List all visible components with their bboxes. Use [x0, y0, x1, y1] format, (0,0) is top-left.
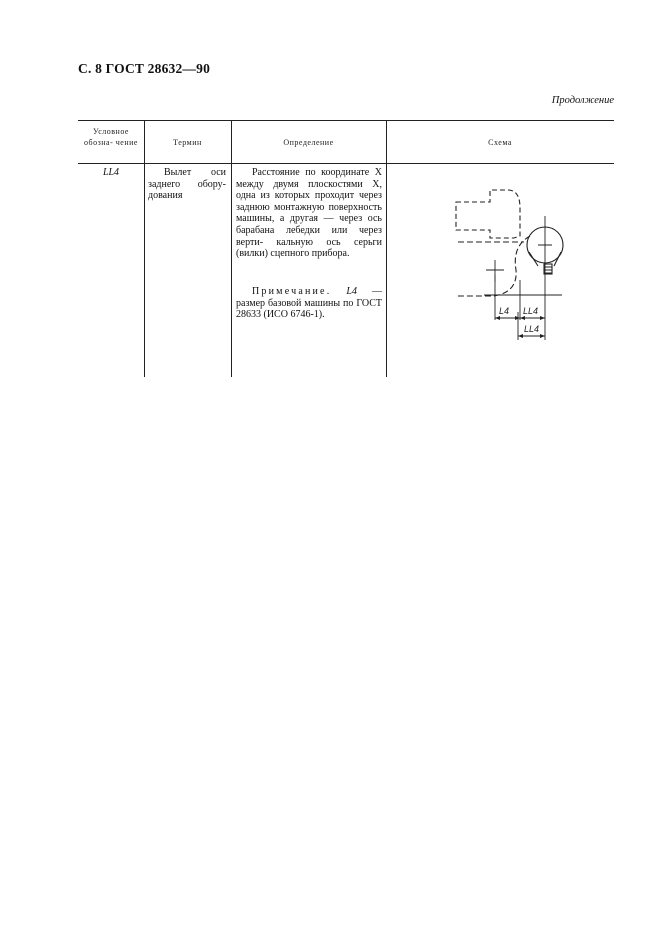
- scheme-drawing: [450, 180, 580, 345]
- header-definition: Определение: [283, 138, 334, 147]
- column-divider: [144, 120, 145, 377]
- note-variable: L4: [346, 286, 357, 297]
- row-note: [236, 286, 382, 321]
- note-label: Примечание.: [252, 286, 332, 297]
- row-designation: LL4: [102, 167, 120, 178]
- header-designation: Условное обозна- чение: [84, 127, 138, 147]
- row-term: Вылет оси заднего обору- дования: [148, 167, 226, 202]
- continuation-label: Продолжение: [551, 95, 614, 106]
- header-term: Термин: [173, 138, 202, 147]
- table-top-border: [78, 120, 614, 121]
- dim-label-l4: L4: [499, 306, 510, 316]
- column-divider: [386, 120, 387, 377]
- row-definition: Расстояние по координате X между двумя плоскостями X, одна из которых проходит через заднюю монтажную поверхность машины, а другая — через ось барабана лебедки или через верти- кальную ось серьги (вилки) сцепного прибора.: [236, 167, 382, 260]
- column-divider: [231, 120, 232, 377]
- dim-label-ll4-lower: LL4: [524, 324, 540, 334]
- header-scheme: Схема: [488, 138, 512, 147]
- table-header-border: [78, 163, 614, 164]
- dim-label-ll4: LL4: [523, 306, 539, 316]
- note-text: — размер базовой машины по ГОСТ 28633 (ИСО 6746-1).: [236, 286, 382, 321]
- page-header: С. 8 ГОСТ 28632—90: [78, 61, 211, 76]
